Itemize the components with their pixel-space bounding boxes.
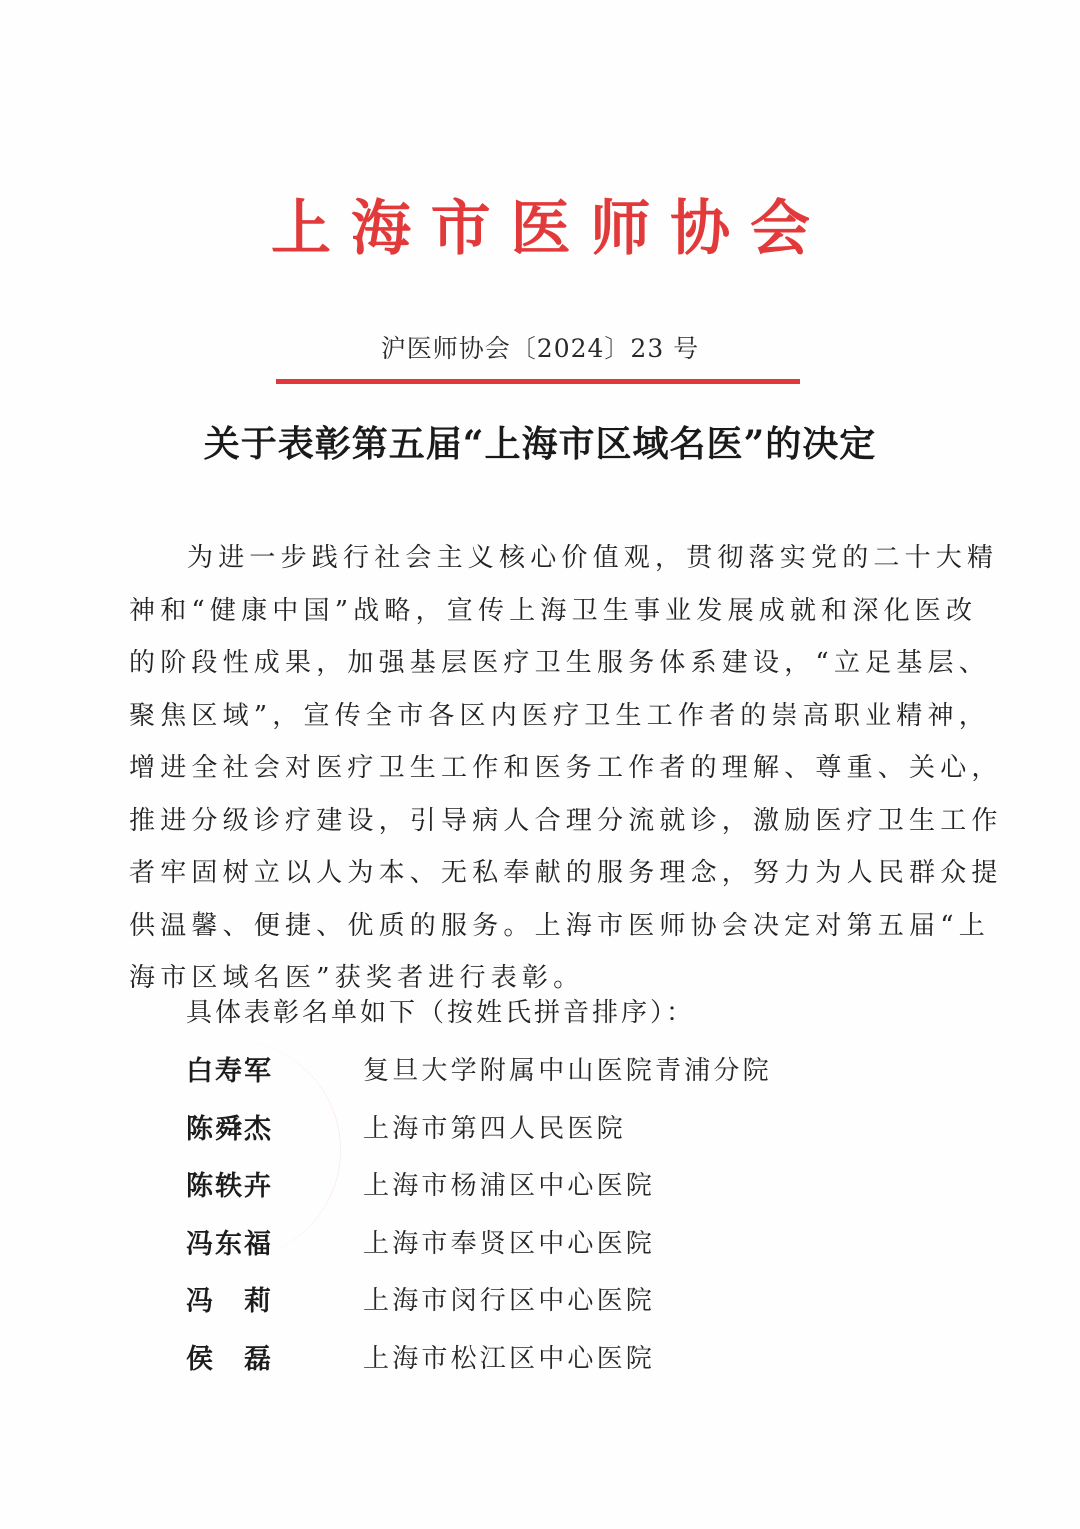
body-line: 海市区域名医”获奖者进行表彰。 bbox=[129, 963, 585, 993]
honoree-name: 冯东福 bbox=[186, 1228, 273, 1260]
letterhead-char: 市 bbox=[430, 194, 491, 264]
document-number: 沪医师协会〔2024〕23 号 bbox=[380, 334, 700, 363]
body-line: 为进一步践行社会主义核心价值观，贯彻落实党的二十大精 bbox=[187, 543, 999, 573]
document-title: 关于表彰第五届“上海市区域名医”的决定 bbox=[203, 423, 877, 465]
red-divider-rule bbox=[276, 379, 800, 384]
honoree-hospital: 上海市奉贤区中心医院 bbox=[363, 1228, 656, 1259]
letterhead-char: 会 bbox=[749, 194, 810, 264]
honoree-hospital: 上海市闵行区中心医院 bbox=[363, 1286, 656, 1317]
honoree-row bbox=[186, 1155, 946, 1213]
body-line: 者牢固树立以人为本、无私奉献的服务理念，努力为人民群众提 bbox=[129, 858, 1003, 888]
body-line: 推进分级诊疗建设，引导病人合理分流就诊，激励医疗卫生工作 bbox=[129, 805, 1003, 836]
honoree-hospital: 上海市松江区中心医院 bbox=[363, 1343, 656, 1374]
honoree-name: 冯 莉 bbox=[186, 1286, 273, 1318]
honoree-list-intro: 具体表彰名单如下（按姓氏拼音排序）： bbox=[186, 998, 696, 1028]
body-line: 增进全社会对医疗卫生工作和医务工作者的理解、尊重、关心， bbox=[129, 753, 1003, 783]
letterhead-char: 协 bbox=[670, 194, 731, 264]
body-line: 供温馨、便捷、优质的服务。上海市医师协会决定对第五届“上 bbox=[129, 910, 990, 941]
honoree-hospital: 上海市杨浦区中心医院 bbox=[363, 1171, 656, 1202]
honoree-row bbox=[186, 1040, 946, 1098]
letterhead-char: 上 bbox=[271, 194, 331, 264]
letterhead-char: 海 bbox=[350, 194, 411, 264]
honoree-name: 侯 磊 bbox=[186, 1343, 273, 1375]
letterhead-char: 医 bbox=[510, 194, 571, 264]
body-paragraph bbox=[129, 532, 1003, 1005]
honoree-row bbox=[186, 1213, 946, 1271]
body-line: 神和“健康中国”战略，宣传上海卫生事业发展成就和深化医改 bbox=[129, 595, 978, 626]
honoree-name: 陈舜杰 bbox=[186, 1113, 273, 1145]
letterhead-org-name bbox=[268, 196, 813, 262]
honoree-row bbox=[186, 1270, 946, 1328]
letterhead-char: 师 bbox=[590, 194, 651, 264]
honoree-hospital: 复旦大学附属中山医院青浦分院 bbox=[363, 1056, 772, 1087]
body-line: 聚焦区域”，宣传全市各区内医疗卫生工作者的崇高职业精神， bbox=[129, 700, 990, 731]
honoree-name: 陈轶卉 bbox=[186, 1171, 273, 1203]
honoree-hospital: 上海市第四人民医院 bbox=[363, 1113, 626, 1144]
honoree-name: 白寿军 bbox=[186, 1056, 273, 1088]
body-line: 的阶段性成果，加强基层医疗卫生服务体系建设，“立足基层、 bbox=[129, 648, 990, 678]
honoree-row bbox=[186, 1098, 946, 1156]
honoree-list bbox=[186, 1040, 946, 1385]
honoree-row bbox=[186, 1328, 946, 1386]
